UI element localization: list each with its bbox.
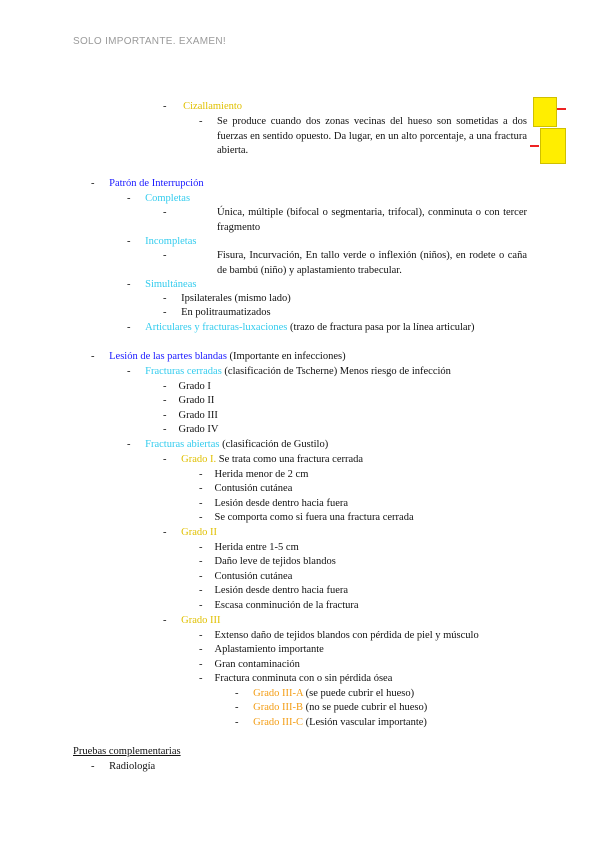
cizallamiento-text: Se produce cuando dos zonas vecinas del hueso son sometidas a dos fuerzas en sentido opuesto. Da lugar, en un alto porcentaje, a una fractura abierta. [217,116,527,156]
list-item [199,599,359,613]
list-item-label: Extenso daño de tejidos blandos con pérdida de piel y músculo [214,630,479,641]
list-item-label: Grado II [178,395,215,406]
bullet-dash: - [163,381,167,392]
lesion-note: (Importante en infecciones) [229,351,346,362]
list-item [199,629,479,643]
list-item-label: Ipsilaterales (mismo lado) [181,293,291,304]
list-item [163,380,211,394]
list-item-label: Grado IV [178,424,219,435]
bullet-dash: - [199,498,203,509]
bullet-dash: - [199,116,203,127]
bullet-dash: - [163,307,167,318]
list-item-label: Gran contaminación [214,659,300,670]
list-item [199,658,300,672]
bullet-dash: - [163,615,167,626]
bullet-dash: - [199,571,203,582]
bullet-dash: - [199,644,203,655]
list-item [199,468,308,482]
bullet-dash: - [91,351,95,362]
bullet-dash: - [163,527,167,538]
bullet-dash: - [163,424,167,435]
bullet-dash: - [235,702,239,713]
bullet-dash: - [127,322,131,333]
list-item [199,497,348,511]
sticky-note-icon[interactable] [533,97,557,127]
list-item [235,701,427,715]
bullet-dash: - [199,469,203,480]
bullet-dash: - [235,717,239,728]
list-item-label: Lesión desde dentro hacia fuera [214,585,349,596]
list-item [163,292,291,306]
bullet-dash: - [199,512,203,523]
list-item [127,235,196,249]
cerradas-note: (clasificación de Tscherne) Menos riesgo de infección [224,366,451,377]
grado-1-note: Se trata como una fractura cerrada [218,454,364,465]
bullet-dash: - [199,585,203,596]
list-item [163,306,271,320]
grado-3c-note: (Lesión vascular importante) [305,717,427,728]
bullet-dash: - [91,761,95,772]
list-item-label: Herida entre 1-5 cm [214,542,299,553]
bullet-dash: - [199,659,203,670]
list-item [199,570,292,584]
list-item-label: Se comporta como si fuera una fractura cerrada [214,512,414,523]
completas-text: Única, múltiple (bifocal o segmentaria, trifocal), conminuta o con tercer fragmento [217,207,527,233]
bullet-dash: - [163,101,167,112]
bullet-dash: - [163,207,167,218]
list-item [199,555,336,569]
grado-3a-note: (se puede cubrir el hueso) [305,688,415,699]
list-item [199,541,299,555]
page-header: SOLO IMPORTANTE. EXAMEN! [73,36,226,47]
list-item-label: Contusión cutánea [214,483,293,494]
comment-marker-icon[interactable] [557,108,566,110]
list-item-label: Daño leve de tejidos blandos [214,556,336,567]
list-item [91,177,204,191]
bullet-dash: - [127,236,131,247]
list-item [127,438,328,452]
list-item [163,526,217,540]
list-item [235,716,427,730]
list-item-label: En politraumatizados [181,307,271,318]
cizallamiento-title: Cizallamiento [183,101,243,112]
list-item-label: Lesión desde dentro hacia fuera [214,498,349,509]
bullet-dash: - [163,410,167,421]
bullet-dash: - [91,178,95,189]
list-item [91,350,346,364]
list-item [199,482,292,496]
section-title: Pruebas complementarias [73,746,181,757]
bullet-dash: - [199,483,203,494]
bullet-dash: - [199,600,203,611]
list-item [163,100,242,114]
grado-3b-note: (no se puede cubrir el hueso) [305,702,428,713]
list-item [127,278,196,292]
bullet-dash: - [163,250,167,261]
completas-title: Completas [145,193,191,204]
bullet-dash: - [127,279,131,290]
bullet-dash: - [199,630,203,641]
bullet-dash: - [199,542,203,553]
list-item [91,760,155,774]
bullet-dash: - [163,293,167,304]
list-item-label: Grado I [178,381,211,392]
incompletas-title: Incompletas [145,236,197,247]
cerradas-title: Fracturas cerradas [145,366,222,377]
list-item-label: Radiología [109,761,156,772]
bullet-dash: - [199,556,203,567]
list-item [163,453,363,467]
articulares-note: (trazo de fractura pasa por la línea articular) [290,322,475,333]
grado-3a-title: Grado III-A [253,688,303,699]
bullet-dash: - [235,688,239,699]
simultaneas-title: Simultáneas [145,279,197,290]
bullet-dash: - [127,193,131,204]
list-item-label: Fractura conminuta con o sin pérdida ósea [214,673,393,684]
list-item [199,511,414,525]
list-item [235,687,414,701]
grado-1-title: Grado I. [181,454,217,465]
list-item [199,643,324,657]
bullet-dash: - [163,454,167,465]
list-item-label: Grado III [178,410,218,421]
patron-title: Patrón de Interrupción [109,178,204,189]
grado-2-title: Grado II [181,527,217,538]
list-item [199,584,348,598]
list-item [127,192,190,206]
list-item [163,614,220,628]
bullet-dash: - [127,439,131,450]
grado-3-title: Grado III [181,615,221,626]
list-item-label: Herida menor de 2 cm [214,469,309,480]
sticky-note-icon[interactable] [540,128,566,164]
articulares-title: Articulares y fracturas-luxaciones [145,322,288,333]
comment-marker-icon[interactable] [530,145,539,147]
bullet-dash: - [127,366,131,377]
list-item [163,409,218,423]
abiertas-title: Fracturas abiertas [145,439,220,450]
list-item-label: Escasa conminución de la fractura [214,600,359,611]
bullet-dash: - [199,673,203,684]
list-item-label: Contusión cutánea [214,571,293,582]
list-item [163,394,214,408]
grado-3b-title: Grado III-B [253,702,303,713]
incompletas-text: Fisura, Incurvación, En tallo verde o inflexión (niños), en rodete o caña de bambú (niño) y aplastamiento trabecular. [217,250,527,276]
lesion-title: Lesión de las partes blandas [109,351,227,362]
abiertas-note: (clasificación de Gustilo) [222,439,329,450]
grado-3c-title: Grado III-C [253,717,303,728]
list-item [163,423,218,437]
list-item [127,321,475,335]
list-item [199,672,392,686]
list-item-label: Aplastamiento importante [214,644,324,655]
list-item [127,365,451,379]
bullet-dash: - [163,395,167,406]
